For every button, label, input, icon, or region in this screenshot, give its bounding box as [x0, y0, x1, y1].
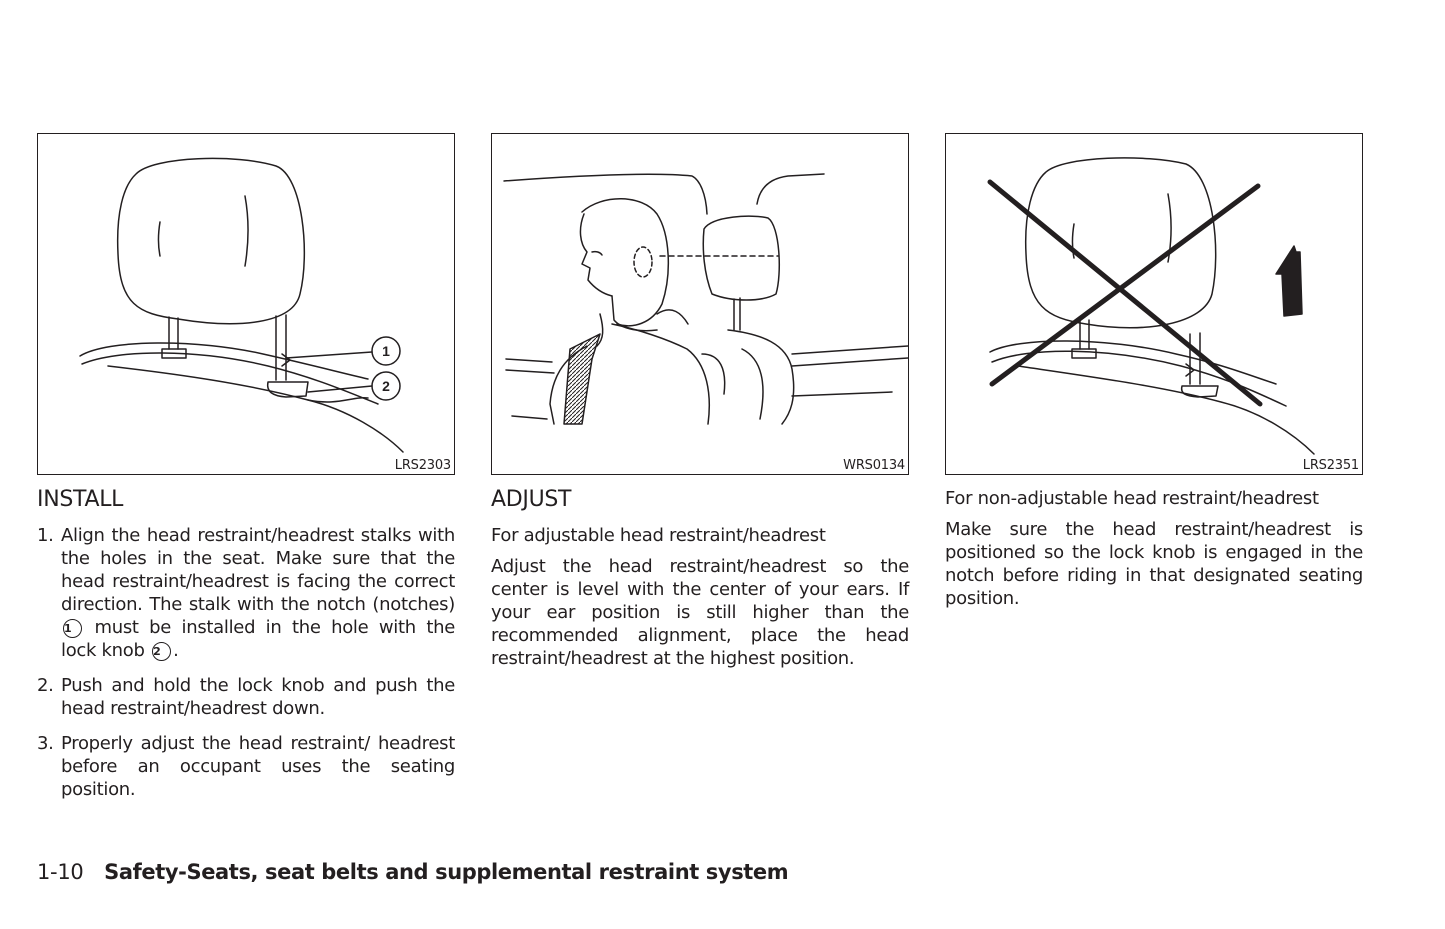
occupant-headrest-illustration	[492, 134, 908, 474]
step-2-text: Push and hold the lock knob and push the head restraint/headrest down.	[61, 675, 455, 719]
step-number: 2.	[37, 675, 54, 696]
install-figure	[37, 133, 455, 475]
install-heading: INSTALL	[37, 487, 124, 512]
headrest-install-illustration	[38, 134, 454, 474]
step-1-text-a: Align the head restraint/headrest stalks with the holes in the seat. Make sure that the head restraint/headrest is facing the correct direction. The stalk with the notch (notches)	[61, 525, 455, 615]
page-footer	[37, 860, 788, 884]
page-number: 1-10	[37, 860, 84, 884]
install-step-1	[37, 524, 455, 662]
adjust-column	[491, 133, 909, 670]
callout-1-label: 1	[382, 343, 390, 359]
adjust-figure-code: WRS0134	[843, 458, 905, 473]
step-number: 1.	[37, 525, 54, 546]
adjust-subheading: For adjustable head restraint/headrest	[491, 525, 826, 546]
callout-1-marker: 1	[63, 619, 82, 638]
nonadjustable-paragraph: Make sure the head restraint/headrest is positioned so the lock knob is engaged in the notch before riding in that designated seating position.	[945, 519, 1363, 609]
install-step-3	[37, 732, 455, 801]
install-step-2	[37, 674, 455, 720]
nonadjustable-subheading: For non-adjustable head restraint/headrest	[945, 488, 1319, 509]
install-column	[37, 133, 455, 813]
adjust-heading: ADJUST	[491, 487, 572, 512]
step-3-text: Properly adjust the head restraint/ headrest before an occupant uses the seating position.	[61, 733, 455, 800]
headrest-incorrect-illustration	[946, 134, 1362, 474]
step-1-text-c: .	[173, 640, 179, 661]
install-steps	[37, 524, 455, 801]
step-1-text-b: must be installed in the hole with the lock knob	[61, 617, 455, 661]
install-figure-code: LRS2303	[394, 458, 451, 473]
callout-2-label: 2	[382, 378, 390, 394]
section-title: Safety-Seats, seat belts and supplemental restraint system	[104, 860, 789, 884]
nonadjustable-figure-code: LRS2351	[1302, 458, 1359, 473]
nonadjustable-figure	[945, 133, 1363, 475]
adjust-figure	[491, 133, 909, 475]
adjust-paragraph: Adjust the head restraint/headrest so the center is level with the center of your ears. If your ear position is still higher than the recommended alignment, place the head restraint/headrest at the highest position.	[491, 556, 909, 669]
callout-2-marker: 2	[152, 642, 171, 661]
step-number: 3.	[37, 733, 54, 754]
nonadjustable-column	[945, 133, 1363, 610]
